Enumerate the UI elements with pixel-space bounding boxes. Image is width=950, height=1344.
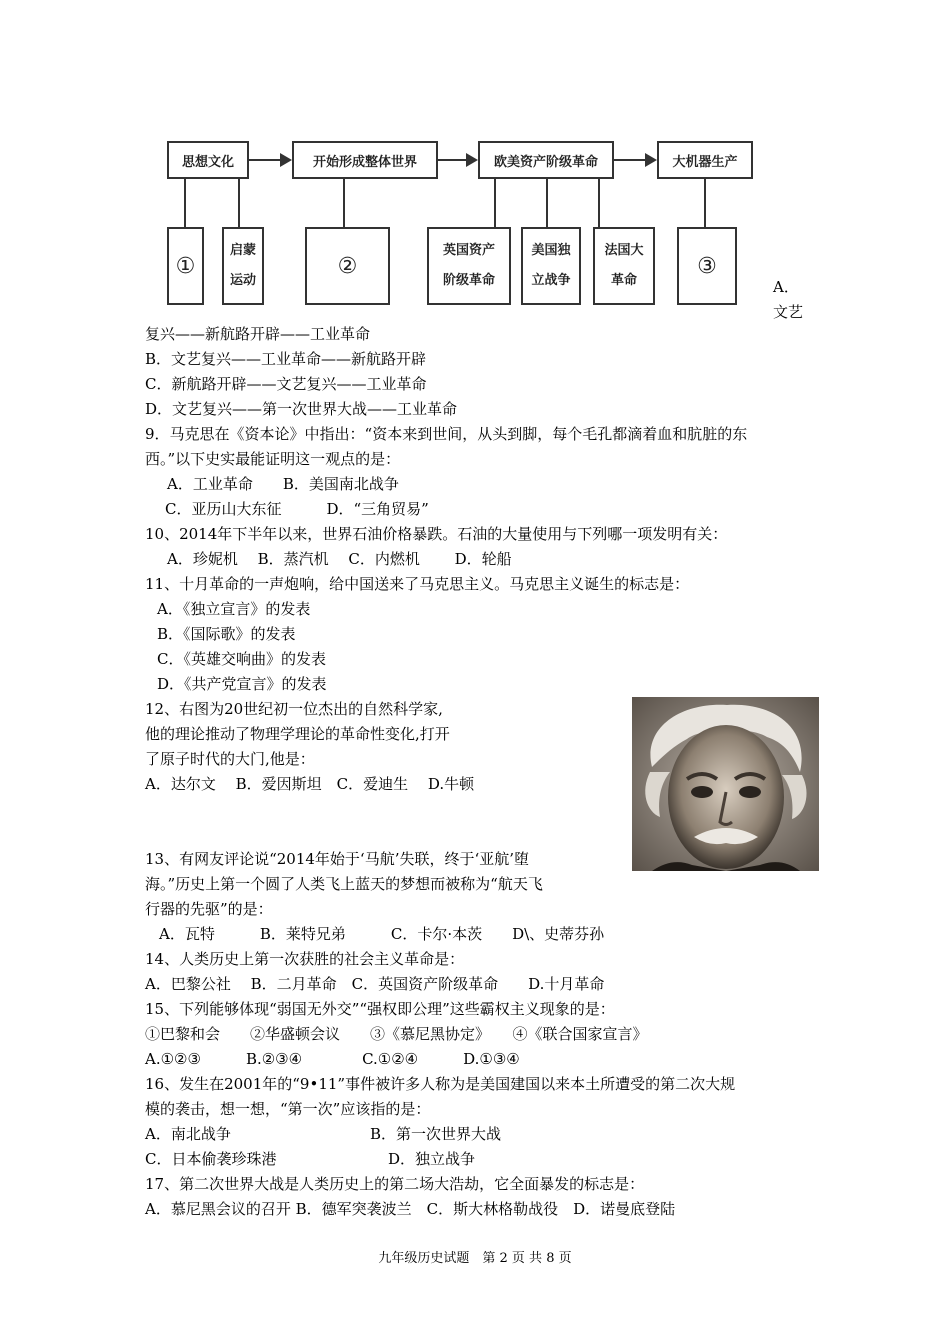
q11-option-b: B．《国际歌》的发表 bbox=[157, 625, 296, 643]
box-machine-production: 大机器生产 bbox=[657, 141, 753, 179]
arrow-shaft-1 bbox=[249, 159, 280, 161]
q11-option-a: A．《独立宣言》的发表 bbox=[157, 600, 311, 618]
q12-options: A．达尔文 B．爱因斯坦 C．爱迪生 D.牛顿 bbox=[145, 775, 475, 793]
connector-1 bbox=[184, 179, 186, 227]
q16-options-cd bbox=[145, 1147, 815, 1172]
box-american-independence bbox=[521, 227, 581, 305]
box-french-revolution-line1: 法国大 bbox=[604, 243, 644, 258]
q8-option-b: B．文艺复兴——工业革命——新航路开辟 bbox=[145, 350, 427, 368]
q9-stem-2: 西。”以下史实最能证明这一观点的是： bbox=[145, 450, 401, 468]
q15-stem: 15、下列能够体现“弱国无外交”“强权即公理”这些霸权主义现象的是： bbox=[145, 1000, 615, 1018]
q12-stem-2: 他的理论推动了物理学理论的革命性变化,打开 bbox=[145, 725, 450, 743]
box-world-forming: 开始形成整体世界 bbox=[292, 141, 438, 179]
q8-option-c: C．新航路开辟——文艺复兴——工业革命 bbox=[145, 375, 427, 393]
box-thought-culture: 思想文化 bbox=[167, 141, 249, 179]
box-american-independence-line1: 美国独 bbox=[531, 243, 571, 258]
box-english-revolution-line1: 英国资产 bbox=[442, 243, 495, 258]
connector-5 bbox=[546, 179, 548, 227]
q8-option-d: D．文艺复兴——第一次世界大战——工业革命 bbox=[145, 400, 458, 418]
q13-options: A．瓦特 B．莱特兄弟 C．卡尔·本茨 D\、史蒂芬孙 bbox=[159, 925, 605, 943]
q9-options-2: C．亚历山大东征 D．“三角贸易” bbox=[165, 500, 429, 518]
q14-options: A．巴黎公社 B．二月革命 C．英国资产阶级革命 D.十月革命 bbox=[145, 975, 605, 993]
page-footer: 九年级历史试题 第 2 页 共 8 页 bbox=[378, 1251, 572, 1266]
arrow-shaft-3 bbox=[614, 159, 645, 161]
arrow-head-2 bbox=[466, 153, 478, 167]
q16-option-d: D．独立战争 bbox=[388, 1150, 476, 1168]
box-blank-3: ③ bbox=[677, 227, 737, 305]
q11-stem: 11、十月革命的一声炮响，给中国送来了马克思主义。马克思主义诞生的标志是： bbox=[145, 575, 690, 593]
q16-stem-2: 模的袭击，想一想，“第一次”应该指的是： bbox=[145, 1100, 431, 1118]
box-english-revolution-line2: 阶级革命 bbox=[442, 273, 495, 288]
q13-stem-3: 行器的先驱”的是： bbox=[145, 900, 273, 918]
box-blank-1: ① bbox=[167, 227, 204, 305]
q16-option-b: B．第一次世界大战 bbox=[370, 1125, 502, 1143]
box-american-independence-line2: 立战争 bbox=[531, 273, 571, 288]
q16-options-ab bbox=[145, 1122, 815, 1147]
q15-options: A.①②③ B.②③④ C.①②④ D.①③④ bbox=[145, 1050, 520, 1068]
connector-4 bbox=[494, 179, 496, 227]
arrow-head-3 bbox=[645, 153, 657, 167]
q13-stem-2: 海。”历史上第一个圆了人类飞上蓝天的梦想而被称为“航天飞 bbox=[145, 875, 543, 893]
box-blank-2: ② bbox=[305, 227, 390, 305]
box-enlightenment-line1: 启蒙 bbox=[229, 243, 256, 258]
q11-option-d: D．《共产党宣言》的发表 bbox=[157, 675, 327, 693]
connector-7 bbox=[704, 179, 706, 227]
box-enlightenment bbox=[222, 227, 264, 305]
q11-option-c: C．《英雄交响曲》的发表 bbox=[157, 650, 326, 668]
q17-stem: 17、第二次世界大战是人类历史上的第二场大浩劫，它全面暴发的标志是： bbox=[145, 1175, 645, 1193]
q16-stem-1: 16、发生在2001年的“9•11”事件被许多人称为是美国建国以来本土所遭受的第二次大规 bbox=[145, 1075, 736, 1093]
q8-a-prefix: A． bbox=[773, 278, 799, 296]
q15-items: ①巴黎和会 ②华盛顿会议 ③《慕尼黑协定》 ④《联合国家宣言》 bbox=[145, 1025, 648, 1043]
q13-stem-1: 13、有网友评论说“2014年始于‘马航’失联，终于‘亚航’堕 bbox=[145, 850, 530, 868]
q17-options: A．慕尼黑会议的召开 B．德军突袭波兰 C．斯大林格勒战役 D．诺曼底登陆 bbox=[145, 1200, 676, 1218]
arrow-head-1 bbox=[280, 153, 292, 167]
box-french-revolution-line2: 革命 bbox=[610, 273, 637, 288]
q10-options: A．珍妮机 B．蒸汽机 C．内燃机 D．轮船 bbox=[167, 550, 512, 568]
q9-options-1: A．工业革命 B．美国南北战争 bbox=[167, 475, 399, 493]
q16-option-c: C．日本偷袭珍珠港 bbox=[145, 1150, 277, 1168]
box-english-revolution bbox=[427, 227, 511, 305]
q12-stem-3: 了原子时代的大门,他是： bbox=[145, 750, 315, 768]
scientist-portrait-image bbox=[632, 697, 819, 871]
history-flow-diagram bbox=[155, 135, 765, 310]
q9-stem-1: 9．马克思在《资本论》中指出：“资本来到世间，从头到脚，每个毛孔都滴着血和肮脏的东 bbox=[145, 425, 748, 443]
q14-stem: 14、人类历史上第一次获胜的社会主义革命是： bbox=[145, 950, 465, 968]
q8-option-a-start bbox=[773, 275, 803, 325]
q8-a-part1: 文艺 bbox=[773, 303, 804, 321]
q16-option-a: A．南北战争 bbox=[145, 1125, 231, 1143]
box-french-revolution bbox=[593, 227, 655, 305]
q8-a-part2: 复兴——新航路开辟——工业革命 bbox=[145, 325, 371, 343]
connector-2 bbox=[238, 179, 240, 227]
box-bourgeois-revolutions: 欧美资产阶级革命 bbox=[478, 141, 614, 179]
q12-stem-1: 12、右图为20世纪初一位杰出的自然科学家, bbox=[145, 700, 443, 718]
box-enlightenment-line2: 运动 bbox=[229, 273, 256, 288]
connector-3 bbox=[343, 179, 345, 227]
connector-6 bbox=[598, 179, 600, 227]
q10-stem: 10、2014年下半年以来，世界石油价格暴跌。石油的大量使用与下列哪一项发明有关： bbox=[145, 525, 728, 543]
arrow-shaft-2 bbox=[438, 159, 466, 161]
